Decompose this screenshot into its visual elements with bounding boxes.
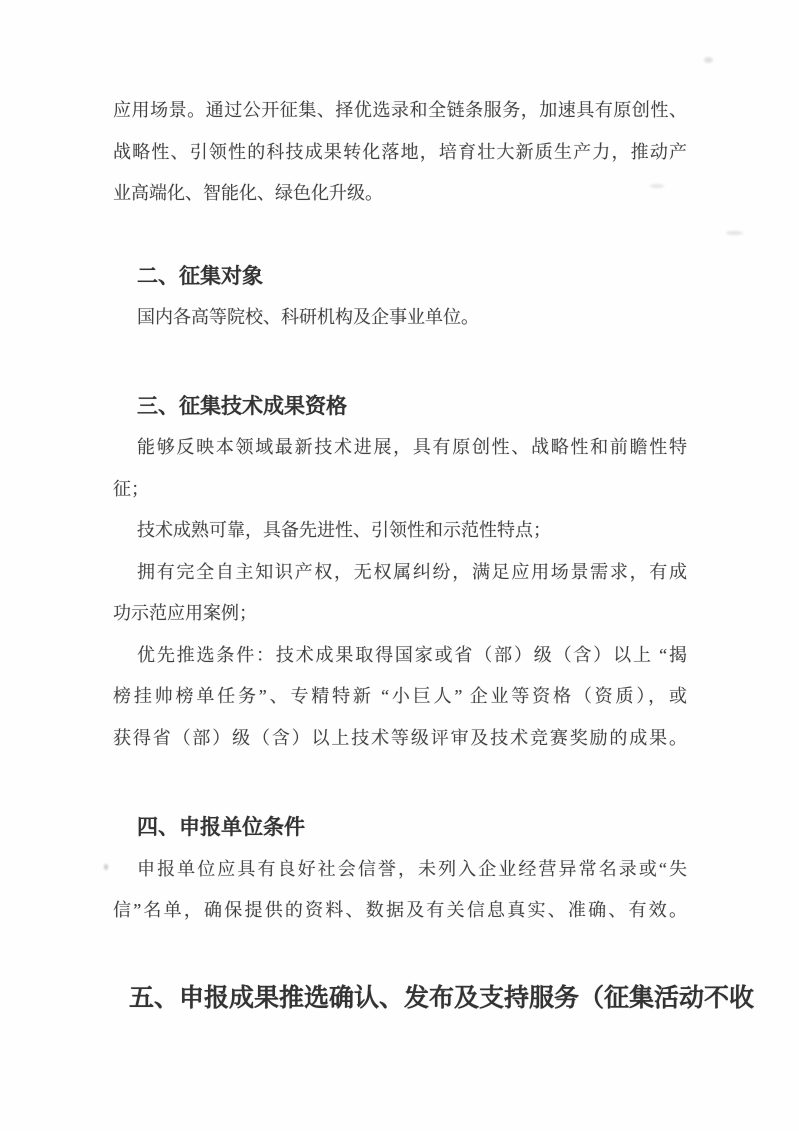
document-content xyxy=(113,90,755,1019)
scan-artifact xyxy=(704,57,713,63)
section-2-heading: 二、征集对象 xyxy=(137,264,263,288)
section-3-paragraph-line: 征； xyxy=(113,478,149,499)
section-3-paragraph-line: 榜挂帅榜单任务”、专精特新 “小巨人” 企业等资格（资质），或 xyxy=(113,686,687,706)
section-3-paragraph-line: 功示范应用案例； xyxy=(113,603,257,623)
intro-paragraph-line: 战略性、引领性的科技成果转化落地，培育壮大新质生产力，推动产 xyxy=(113,141,687,162)
scan-artifact xyxy=(104,864,108,870)
section-3-paragraph-line: 优先推选条件：技术成果取得国家或省（部）级（含）以上 “揭 xyxy=(137,644,687,665)
section-3-paragraph-line: 获得省（部）级（含）以上技术等级评审及技术竞赛奖励的成果。 xyxy=(113,727,687,748)
section-3-heading: 三、征集技术成果资格 xyxy=(137,394,347,418)
intro-paragraph-line: 应用场景。通过公开征集、择优选录和全链条服务，加速具有原创性、 xyxy=(113,100,687,120)
section-4-paragraph-line: 信”名单，确保提供的资料、数据及有关信息真实、准确、有效。 xyxy=(113,900,687,920)
section-4-heading: 四、申报单位条件 xyxy=(137,816,305,839)
section-2-paragraph-line: 国内各高等院校、科研机构及企事业单位。 xyxy=(137,307,479,327)
scan-artifact xyxy=(726,231,743,235)
scan-artifact xyxy=(650,184,664,188)
section-5-heading: 五、申报成果推选确认、发布及支持服务（征集活动不收 xyxy=(129,983,755,1012)
section-4-paragraph-line: 申报单位应具有良好社会信誉，未列入企业经营异常名录或“失 xyxy=(137,858,687,879)
section-3-paragraph-line: 拥有完全自主知识产权，无权属纠纷，满足应用场景需求，有成 xyxy=(137,561,687,582)
section-3-paragraph-line: 技术成熟可靠，具备先进性、引领性和示范性特点； xyxy=(137,520,551,540)
intro-paragraph-line: 业高端化、智能化、绿色化升级。 xyxy=(113,183,383,203)
section-3-paragraph-line: 能够反映本领域最新技术进展，具有原创性、战略性和前瞻性特 xyxy=(137,437,687,457)
